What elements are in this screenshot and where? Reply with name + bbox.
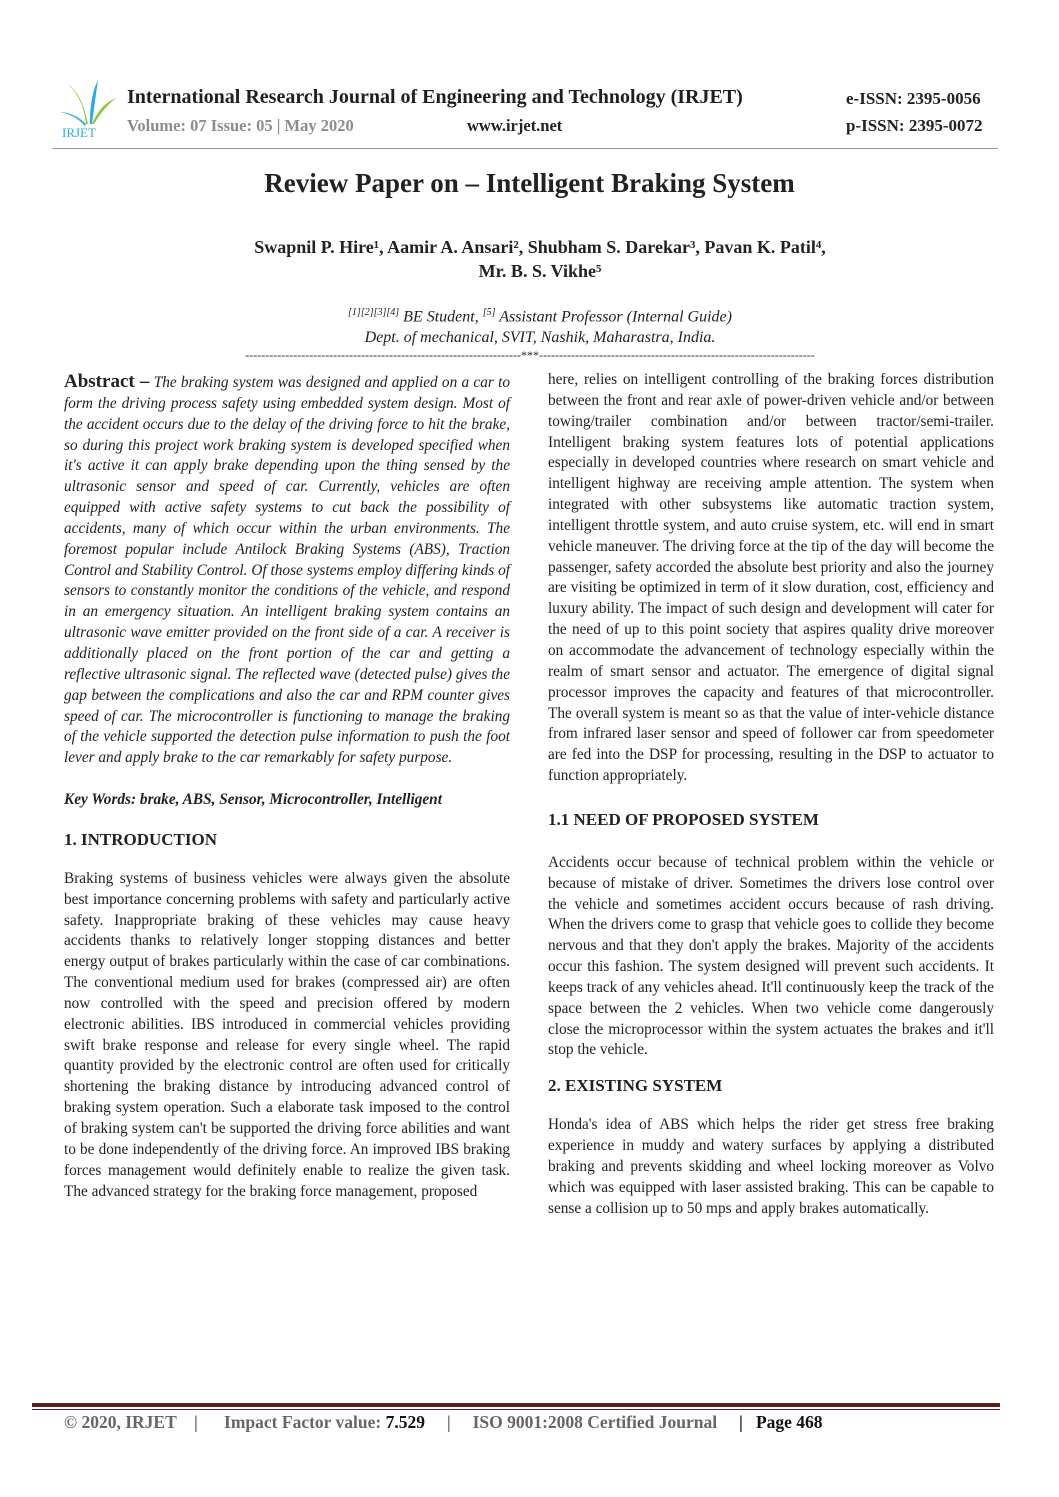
logo-text: IRJET bbox=[62, 125, 96, 138]
left-column bbox=[64, 372, 510, 1202]
section-separator: ---------------------------------------------------------------------***--------------------------------------------------------------------- bbox=[245, 348, 815, 362]
impact-label: Impact Factor value: bbox=[224, 1412, 386, 1432]
abstract-label: Abstract – bbox=[64, 371, 150, 392]
affil-role-2: Assistant Professor (Internal Guide) bbox=[495, 308, 732, 326]
copyright: © 2020, IRJET bbox=[64, 1412, 177, 1432]
footer-rule bbox=[32, 1403, 1000, 1407]
abstract-text: The braking system was designed and applied on a car to form the driving process safety using embedded system design. Most of the accident occurs due to the delay of the driving force to hit the brake, so during this project work braking system is developed specified when it's active it can apply brake depending upon the thing sensed by the ultrasonic sensor and speed of car. Currently, vehicles are often equipped with active safety systems to cut back the possibility of accidents, many of which occur within the urban environments. The foremost popular include Antilock Braking Systems (ABS), Traction Control and Stability Control. Of those systems employ differing kinds of sensors to constantly monitor the conditions of the vehicle, and respond in an emergency situation. An intelligent braking system contains an ultrasonic wave emitter provided on the front side of a car. A receiver is additionally placed on the front portion of the car and getting a reflective ultrasonic signal. The reflected wave (detected pulse) gives the gap between the complications and also the car and RPM counter gives speed of car. The microcontroller is functioning to manage the braking of the vehicle supported the detection pulse information to push the foot lever and apply brake to the car remarkably for safety purpose. bbox=[64, 374, 510, 767]
need-text: Accidents occur because of technical problem within the vehicle or because of mistake of driver. Sometimes the drivers lose control over the vehicle and sometimes accident occurs because of rash driving. When the drivers come to grasp that vehicle goes to collide they become nervous and that they don't apply the brakes. Majority of the accidents occur this fashion. The system designed will prevent such accidents. It keeps track of any vehicles ahead. It'll continuously keep the track of the space between the 2 vehicles. When two vehicle come dangerously close the microprocessor within the system actuates the brakes and it'll stop the vehicle. bbox=[548, 853, 994, 1059]
irjet-logo-icon bbox=[58, 76, 120, 138]
affiliation bbox=[150, 302, 930, 348]
right-column bbox=[548, 370, 994, 1220]
authors bbox=[150, 235, 930, 283]
footer-sep: | bbox=[738, 1412, 743, 1432]
keywords: Key Words: brake, ABS, Sensor, Microcontroller, Intelligent bbox=[64, 791, 442, 809]
website-link[interactable]: www.irjet.net bbox=[467, 116, 563, 135]
authors-line-1: Swapnil P. Hire¹, Aamir A. Ansari², Shubham S. Darekar³, Pavan K. Patil⁴, bbox=[254, 237, 826, 257]
paper-title: Review Paper on – Intelligent Braking System bbox=[264, 168, 795, 198]
footer-sep: | bbox=[446, 1412, 451, 1432]
existing-heading: 2. EXISTING SYSTEM bbox=[548, 1076, 723, 1096]
eissn: e-ISSN: 2395-0056 bbox=[846, 89, 981, 108]
intro-heading: 1. INTRODUCTION bbox=[64, 829, 218, 849]
footer-sep: | bbox=[193, 1412, 198, 1432]
affil-sup-1: [1][2][3][4] bbox=[348, 307, 400, 318]
abstract bbox=[64, 372, 510, 769]
affil-role-1: BE Student, bbox=[399, 308, 483, 326]
footer-rule-thin bbox=[32, 1409, 1000, 1410]
page-number: Page 468 bbox=[755, 1412, 823, 1432]
authors-line-2: Mr. B. S. Vikhe⁵ bbox=[478, 261, 602, 281]
affil-dept: Dept. of mechanical, SVIT, Nashik, Maharastra, India. bbox=[364, 329, 716, 347]
impact-value: 7.529 bbox=[385, 1412, 425, 1432]
iso-cert: ISO 9001:2008 Certified Journal bbox=[472, 1412, 718, 1432]
pissn: p-ISSN: 2395-0072 bbox=[846, 116, 983, 135]
need-heading: 1.1 NEED OF PROPOSED SYSTEM bbox=[548, 809, 819, 829]
affil-sup-2: [5] bbox=[482, 307, 496, 318]
header-divider bbox=[52, 148, 998, 149]
existing-text: Honda's idea of ABS which helps the rider get stress free braking experience in muddy and watery surfaces by applying a distributed braking and prevents skidding and wheel locking moreover as Volvo which was equipped with laser assisted braking. This can be capable to sense a collision up to 50 mps and apply brakes automatically. bbox=[548, 1116, 994, 1217]
intro-text: Braking systems of business vehicles were always given the absolute best importance concerning problems with safety and particularly active safety. Inappropriate braking of these vehicles may cause heavy accidents thanks to relatively longer stopping distances and better energy output of brakes particularly within the case of car combinations. The conventional medium used for brakes (compressed air) are often now controlled with the speed and precision offered by modern electronic abilities. IBS introduced in commercial vehicles providing swift brake response and release for every single wheel. The rapid quantity provided by the electronic control are often used for critically shortening the braking distance by introducing advanced control of braking system operation. Such a elaborate task imposed to the control of braking system can't be supported the driving force abilities and want to be done independently of the driving force. An improved IBS braking forces management would definitely enable to realize the given task. The advanced strategy for the braking force management, proposed bbox=[64, 869, 510, 1200]
volume-issue: Volume: 07 Issue: 05 | May 2020 bbox=[127, 116, 354, 135]
intro-continued: here, relies on intelligent controlling of the braking forces distribution between the front and rear axle of power-driven vehicle and/or between towing/trailer combination and/or between tractor/semi-trailer. Intelligent braking system features lots of potential applications especially in developed countries where research on smart vehicle and intelligent highway are receiving ample attention. The system when integrated with other subsystems like automatic traction system, intelligent throttle system, and auto cruise system, etc. will end in smart vehicle maneuver. The driving force at the tip of the day will become the passenger, safety accorded the absolute best priority and also the journey are visiting be optimized in term of it slow duration, cost, efficiency and luxury ability. The impact of such design and development will cater for the need of up to this point society that aspires quality drive moreover on accommodate the advancement of technology especially within the realm of smart sensor and actuator. The emergence of digital signal processor improves the capacity and features of that microcontroller. The overall system is meant so as that the value of inter-vehicle distance from infrared laser sensor and speed of follower car from speedometer are fed into the DSP for processing, resulting in the DSP to actuator to function appropriately. bbox=[548, 371, 994, 785]
footer bbox=[64, 1412, 823, 1433]
journal-title: International Research Journal of Engineering and Technology (IRJET) bbox=[127, 86, 743, 108]
